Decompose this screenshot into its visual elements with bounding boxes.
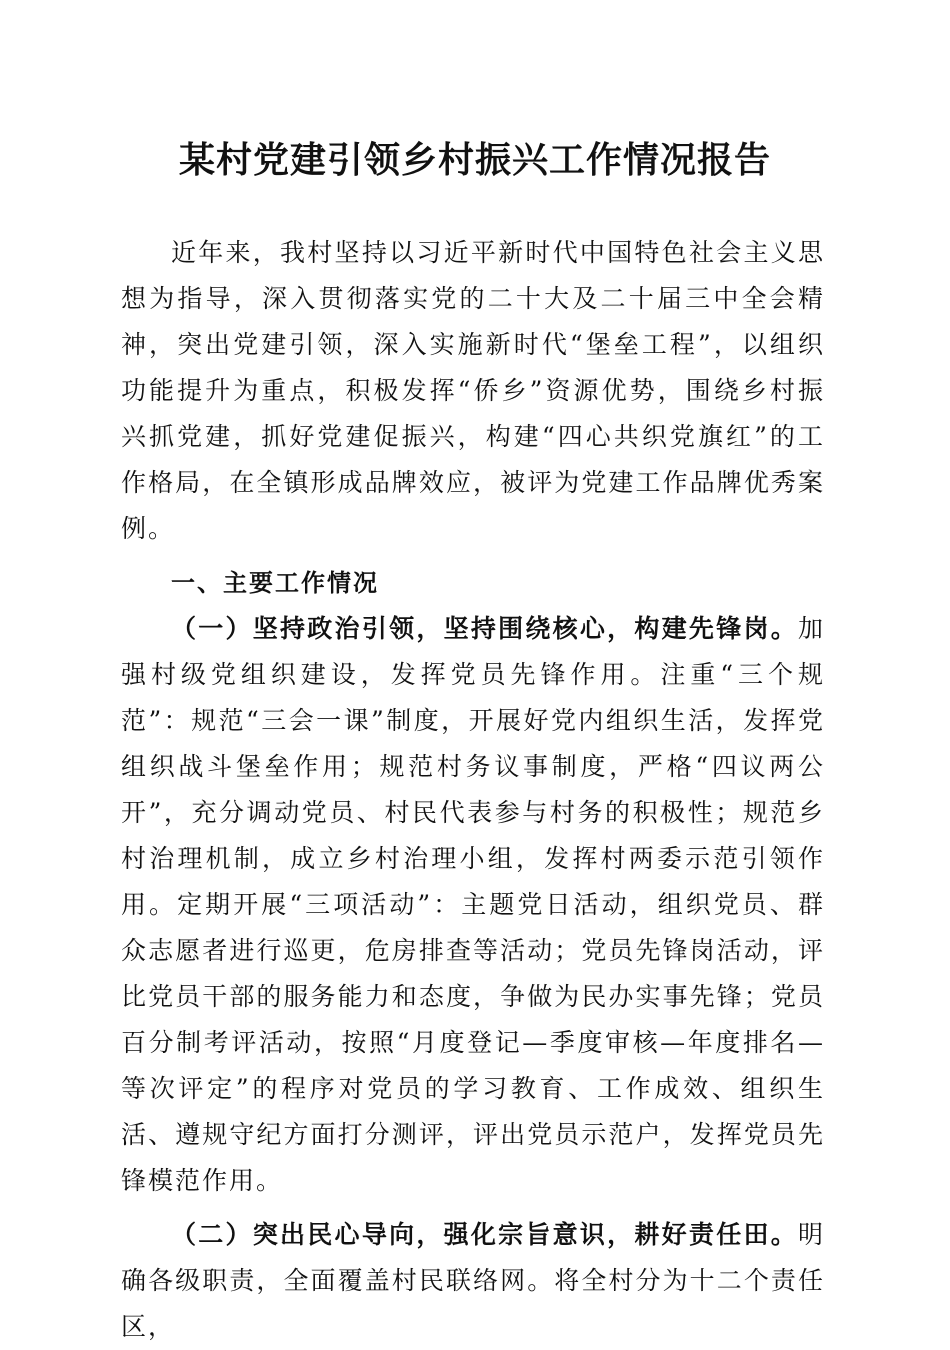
spacer [121,552,825,560]
section-heading: 一、主要工作情况 [171,569,379,597]
spacer [121,1204,825,1212]
item2-text: 明确各级职责，全面覆盖村民联络网。将全村分为十二个责任区， [121,1220,825,1341]
document-body [121,230,825,1350]
item1-text: 加强村级党组织建设，发挥党员先锋作用。注重“三个规范”：规范“三会一课”制度，开展好党内组织生活，发挥党组织战斗堡垒作用；规范村务议事制度，严格“四议两公开”，充分调动党员、村民代表参与村务的积极性；规范乡村治理机制，成立乡村治理小组，发挥村两委示范引领作用。定期开展“三项活动”：主题党日活动，组织党员、群众志愿者进行巡更，危房排查等活动；党员先锋岗活动，评比党员干部的服务能力和态度，争做为民办实事先锋；党员百分制考评活动，按照“月度登记—季度审核—年度排名—等次评定”的程序对党员的学习教育、工作成效、组织生活、遵规守纪方面打分测评，评出党员示范户，发挥党员先锋模范作用。 [121,614,825,1195]
intro-paragraph: 近年来，我村坚持以习近平新时代中国特色社会主义思想为指导，深入贯彻落实党的二十大及二十届三中全会精神，突出党建引领，深入实施新时代“堡垒工程”，以组织功能提升为重点，积极发挥“侨乡”资源优势，围绕乡村振兴抓党建，抓好党建促振兴，构建“四心共织党旗红”的工作格局，在全镇形成品牌效应，被评为党建工作品牌优秀案例。 [121,238,825,543]
item2-paragraph [121,1212,825,1350]
item2-lead: （二）突出民心导向，强化宗旨意识，耕好责任田。 [171,1220,798,1249]
item1-paragraph [121,606,825,1204]
item1-lead: （一）坚持政治引领，坚持围绕核心，构建先锋岗。 [171,614,798,643]
document-title: 某村党建引领乡村振兴工作情况报告 [178,139,771,181]
